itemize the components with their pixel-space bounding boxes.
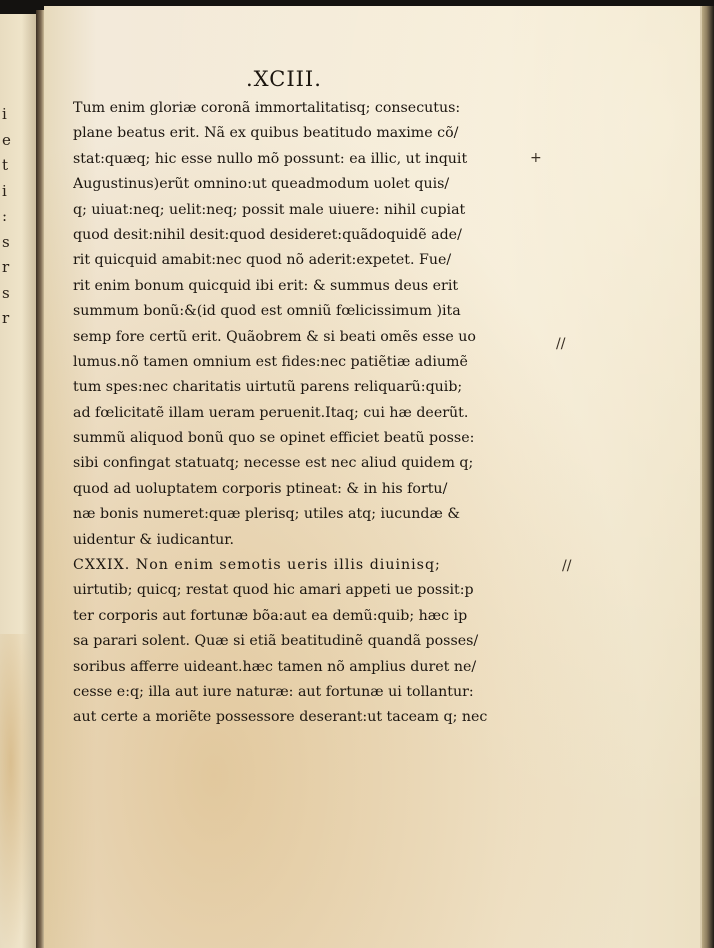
text-line: rit enim bonum quicquid ibi erit: & summus deus erit [73, 277, 459, 294]
margin-stroke-mark: // [562, 558, 572, 574]
text-line: q; uiuat:neq; uelit:neq; possit male uiuere: nihil cupiat [73, 201, 466, 218]
text-line: uidentur & iudicantur. [73, 531, 234, 548]
left-fragment: i [2, 181, 7, 200]
text-line: lumus.nõ tamen omnium est fides:nec patiẽtiæ adiumẽ [73, 353, 468, 370]
text-line: quod ad uoluptatem corporis ptineat: & in his fortu/ [73, 480, 448, 497]
margin-cross-mark: + [530, 150, 542, 166]
text-line: ad fœlicitatẽ illam ueram peruenit.Itaq; cui hæ deerũt. [73, 404, 469, 421]
left-fragment: t [2, 156, 9, 174]
water-stain [0, 634, 36, 948]
text-line: stat:quæq; hic esse nullo mõ possunt: ea illic, ut inquit [73, 150, 468, 167]
text-line: rit quicquid amabit:nec quod nõ aderit:expetet. Fue/ [73, 252, 452, 269]
text-line: cesse e:q; illa aut iure naturæ: aut fortunæ ui tollantur: [73, 683, 474, 700]
left-fragment: e [2, 130, 11, 149]
text-line: tum spes:nec charitatis uirtutũ parens reliquarũ:quib; [73, 379, 463, 396]
folio-number: .XCIII. [246, 67, 322, 91]
left-fragment: i [2, 105, 7, 123]
page-edge [702, 6, 714, 948]
text-line: Augustinus)erũt omnino:ut queadmodum uolet quis/ [73, 176, 450, 193]
text-line: aut certe a moriẽte possessore deserant:ut taceam q; nec [73, 709, 488, 726]
left-fragment: s [2, 232, 10, 251]
text-line: sa parari solent. Quæ si etiã beatitudinẽ quandã posses/ [73, 633, 479, 650]
text-line: quod desit:nihil desit:quod desideret:quãdoquidẽ ade/ [73, 226, 462, 243]
text-line: næ bonis numeret:quæ plerisq; utiles atq; iucundæ & [73, 506, 460, 523]
text-line: Tum enim gloriæ coronã immortalitatisq; consecutus: [73, 100, 461, 116]
left-fragment: r [2, 309, 10, 327]
text-line: ter corporis aut fortunæ bõa:aut ea demũ:quib; hæc ip [73, 607, 468, 624]
text-line: uirtutib; quicq; restat quod hic amari appeti ue possit:p [73, 582, 474, 599]
chapter-heading-line: CXXIX. Non enim semotis ueris illis diuinisq; [73, 557, 441, 574]
text-line: semp fore certũ erit. Quãobrem & si beati omẽs esse uo [73, 328, 476, 345]
book-gutter [36, 10, 44, 948]
text-block [73, 96, 503, 731]
text-line: summum bonũ:&(id quod est omniũ fœlicissimum )ita [73, 303, 461, 320]
text-line: sibi confingat statuatq; necesse est nec aliud quidem q; [73, 455, 474, 472]
text-line: plane beatus erit. Nã ex quibus beatitudo maxime cõ/ [73, 125, 459, 142]
left-fragment: r [2, 258, 10, 276]
left-fragment: s [2, 283, 10, 302]
left-facing-page [0, 14, 36, 948]
left-fragment: : [2, 207, 8, 225]
left-page-fragments [2, 102, 12, 332]
text-line: summũ aliquod bonũ quo se opinet efficiet beatũ posse: [73, 430, 475, 447]
text-line: soribus afferre uideant.hæc tamen nõ amplius duret ne/ [73, 658, 477, 675]
margin-stroke-mark: // [556, 336, 566, 352]
